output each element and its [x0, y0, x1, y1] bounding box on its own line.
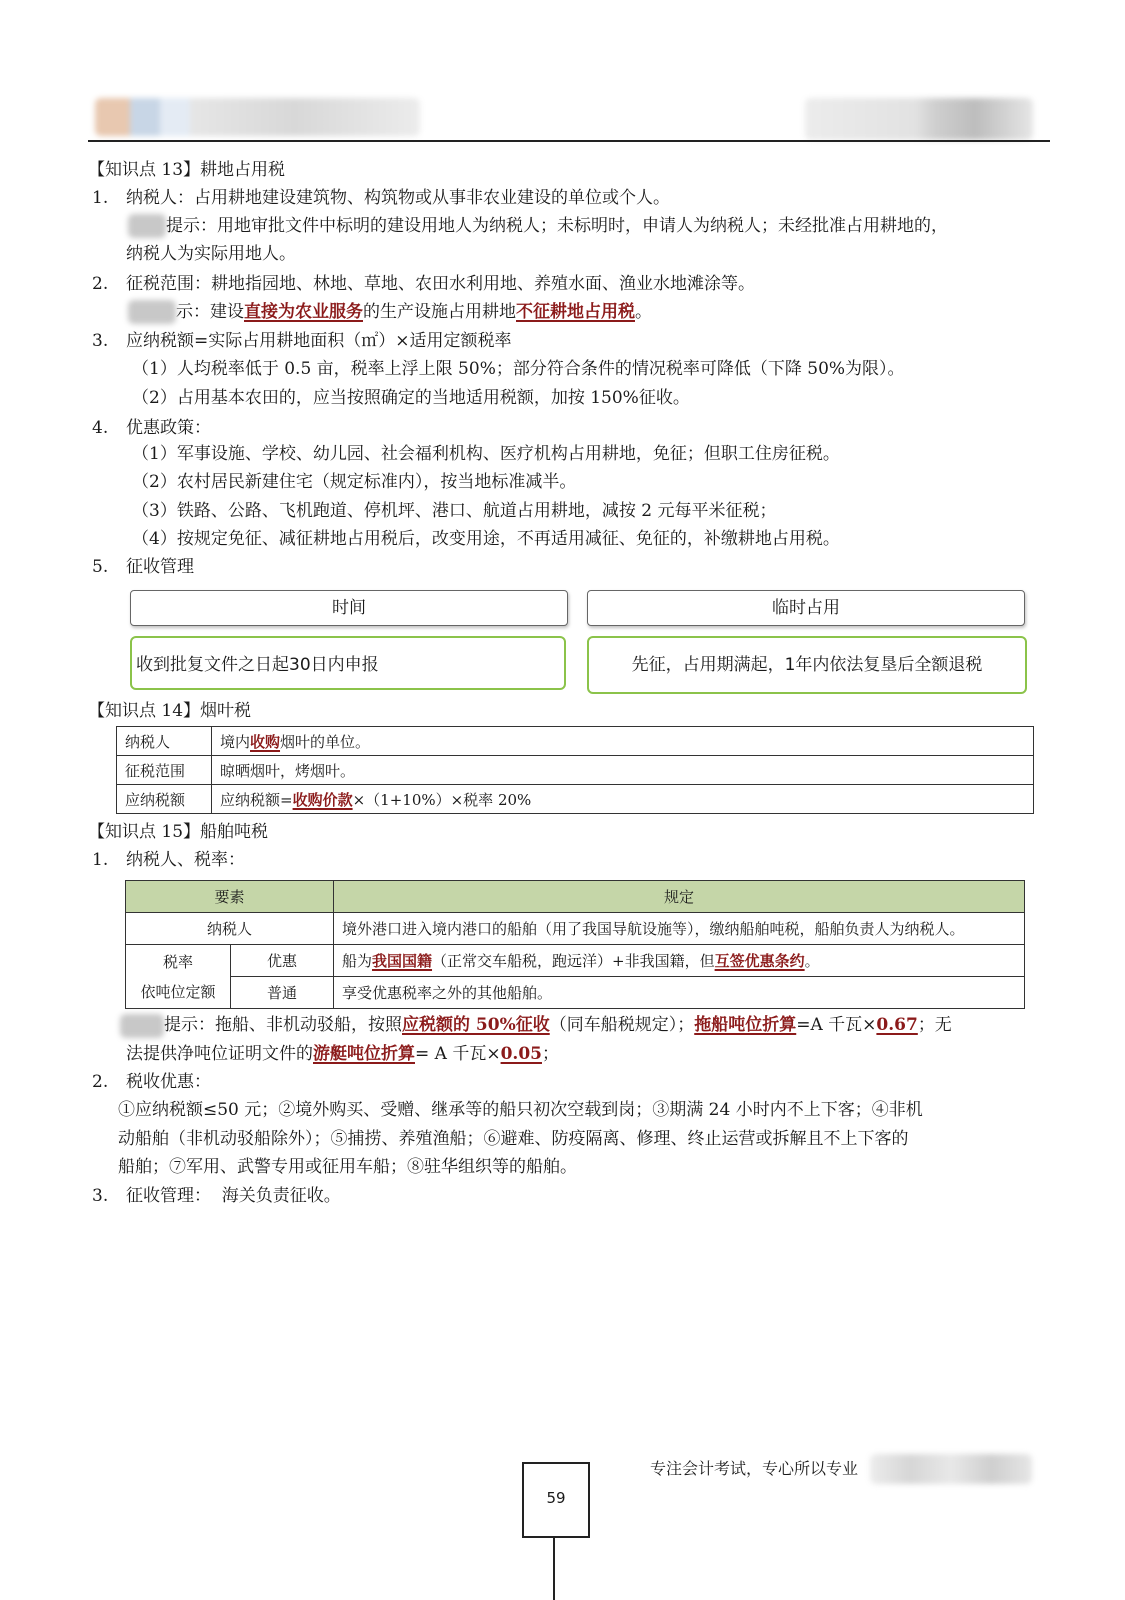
k15-tip-u3: 0.67: [876, 1015, 918, 1035]
k15-r2-value: [334, 945, 1025, 977]
page-line: [553, 1536, 555, 1600]
k15-table: [125, 880, 1025, 1009]
k15-tip-u2: 拖船吨位折算: [694, 1015, 797, 1035]
k15-r2-end: 。: [804, 952, 820, 970]
k13-num-4: 4.: [92, 418, 109, 438]
k15-r1-value: 境外港口进入境内港口的船舶（用了我国导航设施等），缴纳船舶吨税，船舶负责人为纳税人。: [334, 913, 1025, 945]
header-blur-left: [95, 98, 420, 136]
k14-r1-u: 收购: [250, 732, 281, 751]
k15-num-2: 2.: [92, 1072, 109, 1092]
k14-r2-value: 晾晒烟叶，烤烟叶。: [212, 756, 1034, 785]
k13-pref-2: （2）农村居民新建住宅（规定标准内），按当地标准减半。: [132, 472, 577, 492]
box-time-header: 时间: [130, 590, 568, 626]
k13-rate-1: （1）人均税率低于 0.5 亩，税率上浮上限 50%；部分符合条件的情况税率可降低（下降 50%为限）。: [132, 359, 905, 379]
k15-pref-c: 船舶；⑦军用、武警专用或征用车船；⑧驻华组织等的船舶。: [118, 1157, 577, 1177]
k15-item-2: 税收优惠：: [126, 1072, 211, 1092]
k15-title: 【知识点 15】船舶吨税: [88, 822, 269, 842]
k13-tip2: [176, 298, 652, 326]
table-row: [117, 727, 1034, 756]
tip-icon-blur-3: [120, 1014, 164, 1038]
k15-tip-line2: [126, 1040, 559, 1068]
k15-r2-pre: 船为: [342, 952, 373, 970]
box-temp-header: 临时占用: [587, 590, 1025, 626]
k15-tip-line1: [164, 1011, 952, 1039]
k14-table: [116, 726, 1034, 814]
k13-tip2-pre: 示：建设: [176, 302, 244, 322]
k15-tip-u1: 应税额的 50%征收: [402, 1015, 550, 1035]
box-temp-body: 先征，占用期满起，1年内依法复垦后全额退税: [587, 636, 1027, 694]
box-time-body: 收到批复文件之日起30日内申报: [130, 636, 566, 690]
table-row: [117, 785, 1034, 814]
k13-num-5: 5.: [92, 557, 109, 577]
k15-tip2-mid: = A 千瓦×: [415, 1044, 501, 1064]
k13-num-3: 3.: [92, 331, 109, 351]
k15-item-1: 纳税人、税率：: [126, 850, 245, 870]
footer-slogan: 专注会计考试，专心所以专业: [650, 1459, 859, 1478]
k14-r1-end: 烟叶的单位。: [280, 732, 371, 751]
k15-tip2-u2: 0.05: [500, 1044, 542, 1064]
k15-r2-sub: 优惠: [231, 945, 334, 977]
table-row: [126, 945, 1025, 977]
k14-r1-value: [212, 727, 1034, 756]
k13-rate-2: （2）占用基本农田的，应当按照确定的当地适用税额，加按 150%征收。: [132, 388, 690, 408]
k14-r3-label: 应纳税额: [117, 785, 212, 814]
k15-r1-label: 纳税人: [126, 913, 334, 945]
k13-item-4: 优惠政策：: [126, 418, 211, 438]
k13-title: 【知识点 13】耕地占用税: [88, 160, 286, 180]
page-number: 59: [522, 1462, 590, 1538]
k15-r2-u2: 互签优惠条约: [714, 952, 805, 970]
k13-pref-4: （4）按规定免征、减征耕地占用税后，改变用途，不再适用减征、免征的，补缴耕地占用税。: [132, 529, 840, 549]
k13-tip2-u2: 不征耕地占用税: [516, 302, 635, 322]
k15-tip-end: ；无: [917, 1015, 952, 1035]
tip-icon-blur-2: [128, 300, 176, 324]
table-row: [117, 756, 1034, 785]
k15-pref-a: ①应纳税额≤50 元；②境外购买、受赠、继承等的船只初次空载到岗；③期满 24 小时内不上下客；④非机: [118, 1100, 923, 1120]
table-row: [126, 977, 1025, 1009]
table-header-row: [126, 881, 1025, 913]
k14-r3-pre: 应纳税额=: [220, 790, 293, 809]
k13-item-1: 纳税人：占用耕地建设建筑物、构筑物或从事非农业建设的单位或个人。: [126, 188, 670, 208]
k13-item-5: 征收管理: [126, 557, 194, 577]
table-row: [126, 913, 1025, 945]
k13-tip2-end: 。: [635, 302, 652, 322]
k14-r2-label: 征税范围: [117, 756, 212, 785]
k15-tip-pre: 提示：拖船、非机动驳船，按照: [164, 1015, 402, 1035]
header-blur-right: [805, 98, 1033, 140]
k13-item-2: 征税范围：耕地指园地、林地、草地、农田水利用地、养殖水面、渔业水地滩涂等。: [126, 274, 755, 294]
footer-logo-blur: [870, 1454, 1032, 1484]
k13-pref-1: （1）军事设施、学校、幼儿园、社会福利机构、医疗机构占用耕地，免征；但职工住房征税。: [132, 444, 840, 464]
k13-tip1-line1: 提示：用地审批文件中标明的建设用地人为纳税人；未标明时，申请人为纳税人；未经批准占用耕地的，: [166, 216, 948, 236]
k15-pref-b: 动船舶（非机动驳船除外）；⑤捕捞、养殖渔船；⑥避难、防疫隔离、修理、终止运营或拆解且不上下客的: [118, 1129, 909, 1149]
k14-r3-value: [212, 785, 1034, 814]
k15-tip-mid: （同车船税规定）；: [549, 1015, 695, 1035]
k15-tip-mid2: =A 千瓦×: [796, 1015, 877, 1035]
k14-r1-label: 纳税人: [117, 727, 212, 756]
k13-tip1-line2: 纳税人为实际用地人。: [126, 244, 296, 264]
k15-r3-sub: 普通: [231, 977, 334, 1009]
k13-tip2-mid: 的生产设施占用耕地: [363, 302, 516, 322]
k15-r2-label: [126, 945, 231, 1009]
k13-item-3: 应纳税额=实际占用耕地面积（㎡）×适用定额税率: [126, 331, 512, 351]
k14-r3-u: 收购价款: [292, 790, 353, 809]
k13-num-2: 2.: [92, 274, 109, 294]
k15-num-1: 1.: [92, 850, 109, 870]
k15-num-3: 3.: [92, 1186, 109, 1206]
k15-tip2-u1: 游艇吨位折算: [313, 1044, 415, 1064]
k14-r1-pre: 境内: [220, 732, 251, 751]
k15-r2-label-b: 依吨位定额: [140, 982, 216, 1001]
header-rule: [88, 140, 1050, 142]
k15-r2-mid: （正常交车船税，跑远洋）+非我国籍，但: [432, 952, 715, 970]
k14-r3-end: ×（1+10%）×税率 20%: [352, 790, 532, 809]
k15-r2-u1: 我国国籍: [372, 952, 433, 970]
k15-tip2-pre: 法提供净吨位证明文件的: [126, 1044, 313, 1064]
tip-icon-blur: [128, 214, 166, 238]
k15-head-rule: 规定: [334, 881, 1025, 913]
k13-tip2-u1: 直接为农业服务: [244, 302, 363, 322]
k14-title: 【知识点 14】烟叶税: [88, 701, 252, 721]
k15-r3-value: 享受优惠税率之外的其他船舶。: [334, 977, 1025, 1009]
k15-item-3: 征收管理： 海关负责征收。: [126, 1186, 341, 1206]
k13-pref-3: （3）铁路、公路、飞机跑道、停机坪、港口、航道占用耕地，减按 2 元每平米征税；: [132, 501, 777, 521]
k15-tip2-end: ；: [541, 1044, 559, 1064]
k13-num-1: 1.: [92, 188, 109, 208]
k15-r2-label-a: 税率: [162, 952, 193, 971]
k15-head-elem: 要素: [126, 881, 334, 913]
